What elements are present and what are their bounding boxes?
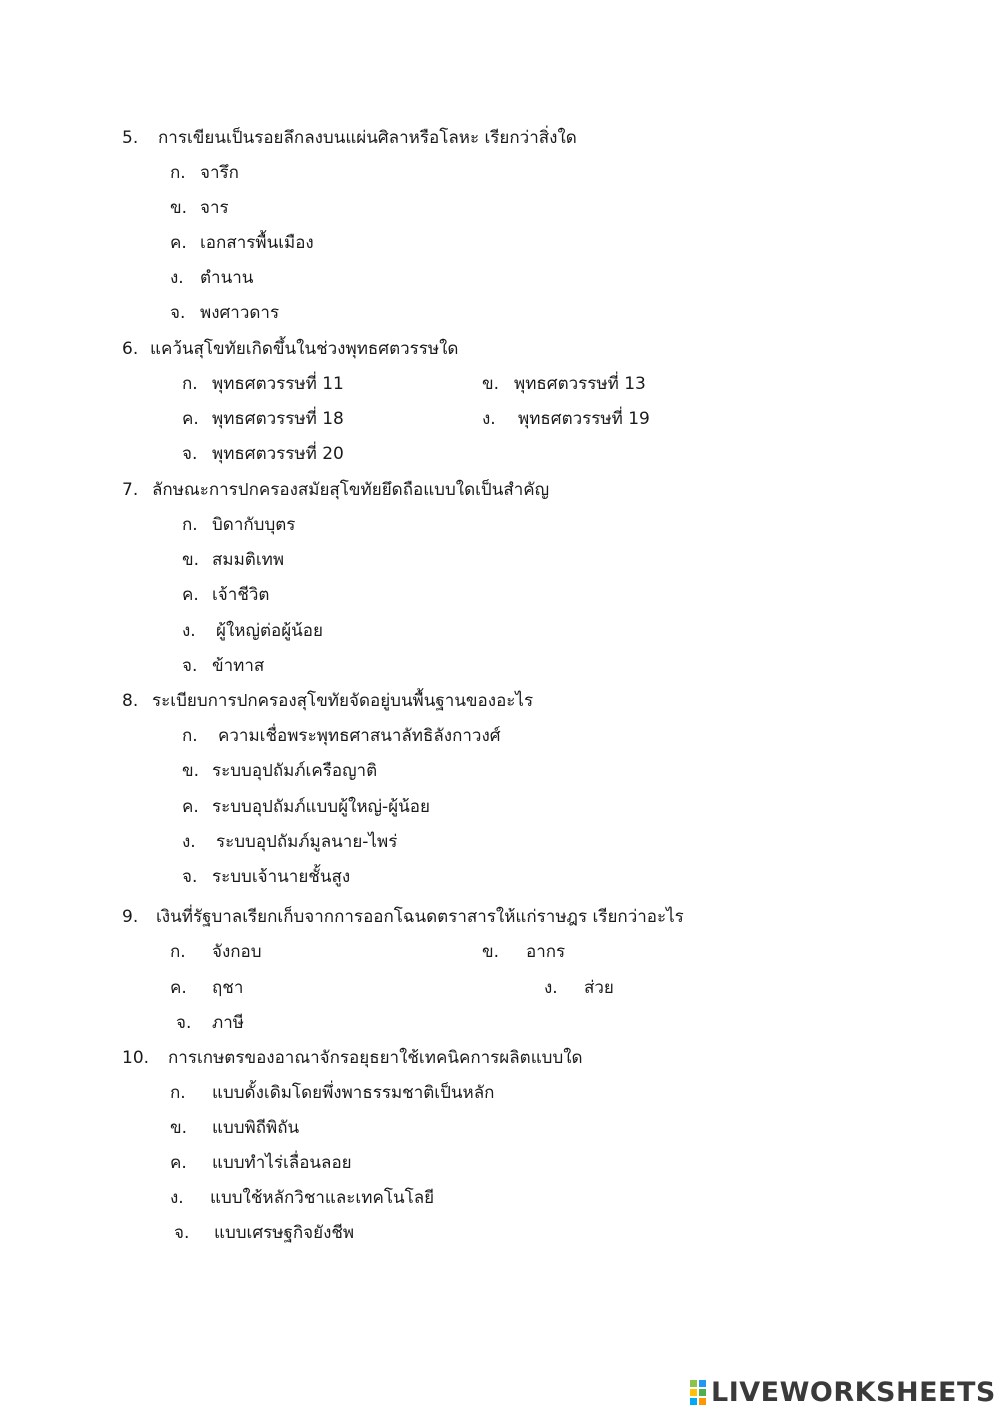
question-text: เงินที่รัฐบาลเรียกเก็บจากการออกโฉนดตราสารให้แก่ราษฎร เรียกว่าอะไร: [156, 907, 684, 927]
choice-label: ค.: [182, 409, 199, 429]
question-text: การเกษตรของอาณาจักรอยุธยาใช้เทคนิคการผลิตแบบใด: [168, 1048, 583, 1068]
choice-label: ง.: [170, 268, 184, 288]
choice-text: จาร: [200, 198, 229, 218]
choice-label: ง.: [544, 978, 558, 998]
choice-text: พุทธศตวรรษที่ 20: [212, 444, 344, 464]
choice-label: ง.: [182, 832, 196, 852]
choice-text: เจ้าชีวิต: [212, 585, 270, 605]
choice-label: ค.: [170, 233, 187, 253]
liveworksheets-logo-mark-icon: [690, 1380, 706, 1405]
choice-label: จ.: [170, 303, 186, 323]
question-number: 7.: [122, 480, 139, 500]
choice-label: จ.: [182, 656, 198, 676]
question-text: ลักษณะการปกครองสมัยสุโขทัยยึดถือแบบใดเป็นสำคัญ: [152, 480, 550, 500]
choice-text: ความเชื่อพระพุทธศาสนาลัทธิลังกาวงศ์: [218, 726, 501, 746]
choice-label: ข.: [182, 761, 200, 781]
choice-text: พุทธศตวรรษที่ 13: [514, 374, 646, 394]
choice-label: ค.: [170, 1153, 187, 1173]
choice-label: ข.: [182, 550, 200, 570]
choice-text: พุทธศตวรรษที่ 11: [212, 374, 344, 394]
choice-text: สมมติเทพ: [212, 550, 285, 570]
choice-label: จ.: [182, 867, 198, 887]
choice-label: จ.: [176, 1013, 192, 1033]
choice-text: ระบบอุปถัมภ์แบบผู้ใหญ่-ผู้น้อย: [212, 797, 430, 817]
choice-label: ก.: [170, 942, 186, 962]
choice-label: ก.: [182, 726, 198, 746]
choice-text: พุทธศตวรรษที่ 19: [518, 409, 650, 429]
question-number: 10.: [122, 1048, 150, 1068]
choice-text: บิดากับบุตร: [212, 515, 296, 535]
choice-label: ง.: [170, 1188, 184, 1208]
choice-text: ระบบอุปถัมภ์มูลนาย-ไพร่: [216, 832, 398, 852]
choice-text: เอกสารพื้นเมือง: [200, 233, 314, 253]
choice-label: จ.: [174, 1223, 190, 1243]
question-text: ระเบียบการปกครองสุโขทัยจัดอยู่บนพื้นฐานของอะไร: [152, 691, 534, 711]
choice-label: ก.: [170, 163, 186, 183]
choice-label: ค.: [170, 978, 187, 998]
choice-label: ง.: [182, 621, 196, 641]
choice-text: พุทธศตวรรษที่ 18: [212, 409, 344, 429]
choice-text: ระบบเจ้านายชั้นสูง: [212, 867, 351, 887]
liveworksheets-logo-text: LIVEWORKSHEETS: [711, 1376, 996, 1408]
choice-label: ง.: [482, 409, 496, 429]
choice-label: ก.: [182, 515, 198, 535]
question-number: 9.: [122, 907, 139, 927]
choice-text: ระบบอุปถัมภ์เครือญาติ: [212, 761, 378, 781]
choice-label: ข.: [482, 942, 500, 962]
question-number: 5.: [122, 128, 139, 148]
choice-text: ส่วย: [584, 978, 614, 998]
choice-text: ข้าทาส: [212, 656, 265, 676]
choice-text: ผู้ใหญ่ต่อผู้น้อย: [216, 621, 323, 641]
liveworksheets-logo: [690, 1375, 996, 1409]
choice-label: ข.: [170, 1118, 188, 1138]
choice-text: จังกอบ: [212, 942, 262, 962]
choice-text: แบบทำไร่เลื่อนลอย: [212, 1153, 352, 1173]
choice-text: แบบใช้หลักวิชาและเทคโนโลยี: [210, 1188, 435, 1208]
choice-label: จ.: [182, 444, 198, 464]
question-number: 6.: [122, 339, 139, 359]
choice-label: ก.: [170, 1083, 186, 1103]
choice-text: ภาษี: [212, 1013, 244, 1033]
choice-label: ค.: [182, 585, 199, 605]
choice-text: แบบพิถีพิถัน: [212, 1118, 300, 1138]
choice-label: ก.: [182, 374, 198, 394]
choice-text: ฤชา: [212, 978, 244, 998]
choice-label: ข.: [482, 374, 500, 394]
question-text: การเขียนเป็นรอยลึกลงบนแผ่นศิลาหรือโลหะ เรียกว่าสิ่งใด: [158, 128, 577, 148]
question-number: 8.: [122, 691, 139, 711]
question-text: แคว้นสุโขทัยเกิดขึ้นในช่วงพุทธศตวรรษใด: [150, 339, 459, 359]
choice-label: ข.: [170, 198, 188, 218]
choice-text: แบบเศรษฐกิจยังชีพ: [214, 1223, 355, 1243]
choice-label: ค.: [182, 797, 199, 817]
choice-text: พงศาวดาร: [200, 303, 280, 323]
choice-text: ตำนาน: [200, 268, 254, 288]
choice-text: จารึก: [200, 163, 239, 183]
choice-text: อากร: [526, 942, 566, 962]
choice-text: แบบดั้งเดิมโดยพึ่งพาธรรมชาติเป็นหลัก: [212, 1083, 495, 1103]
